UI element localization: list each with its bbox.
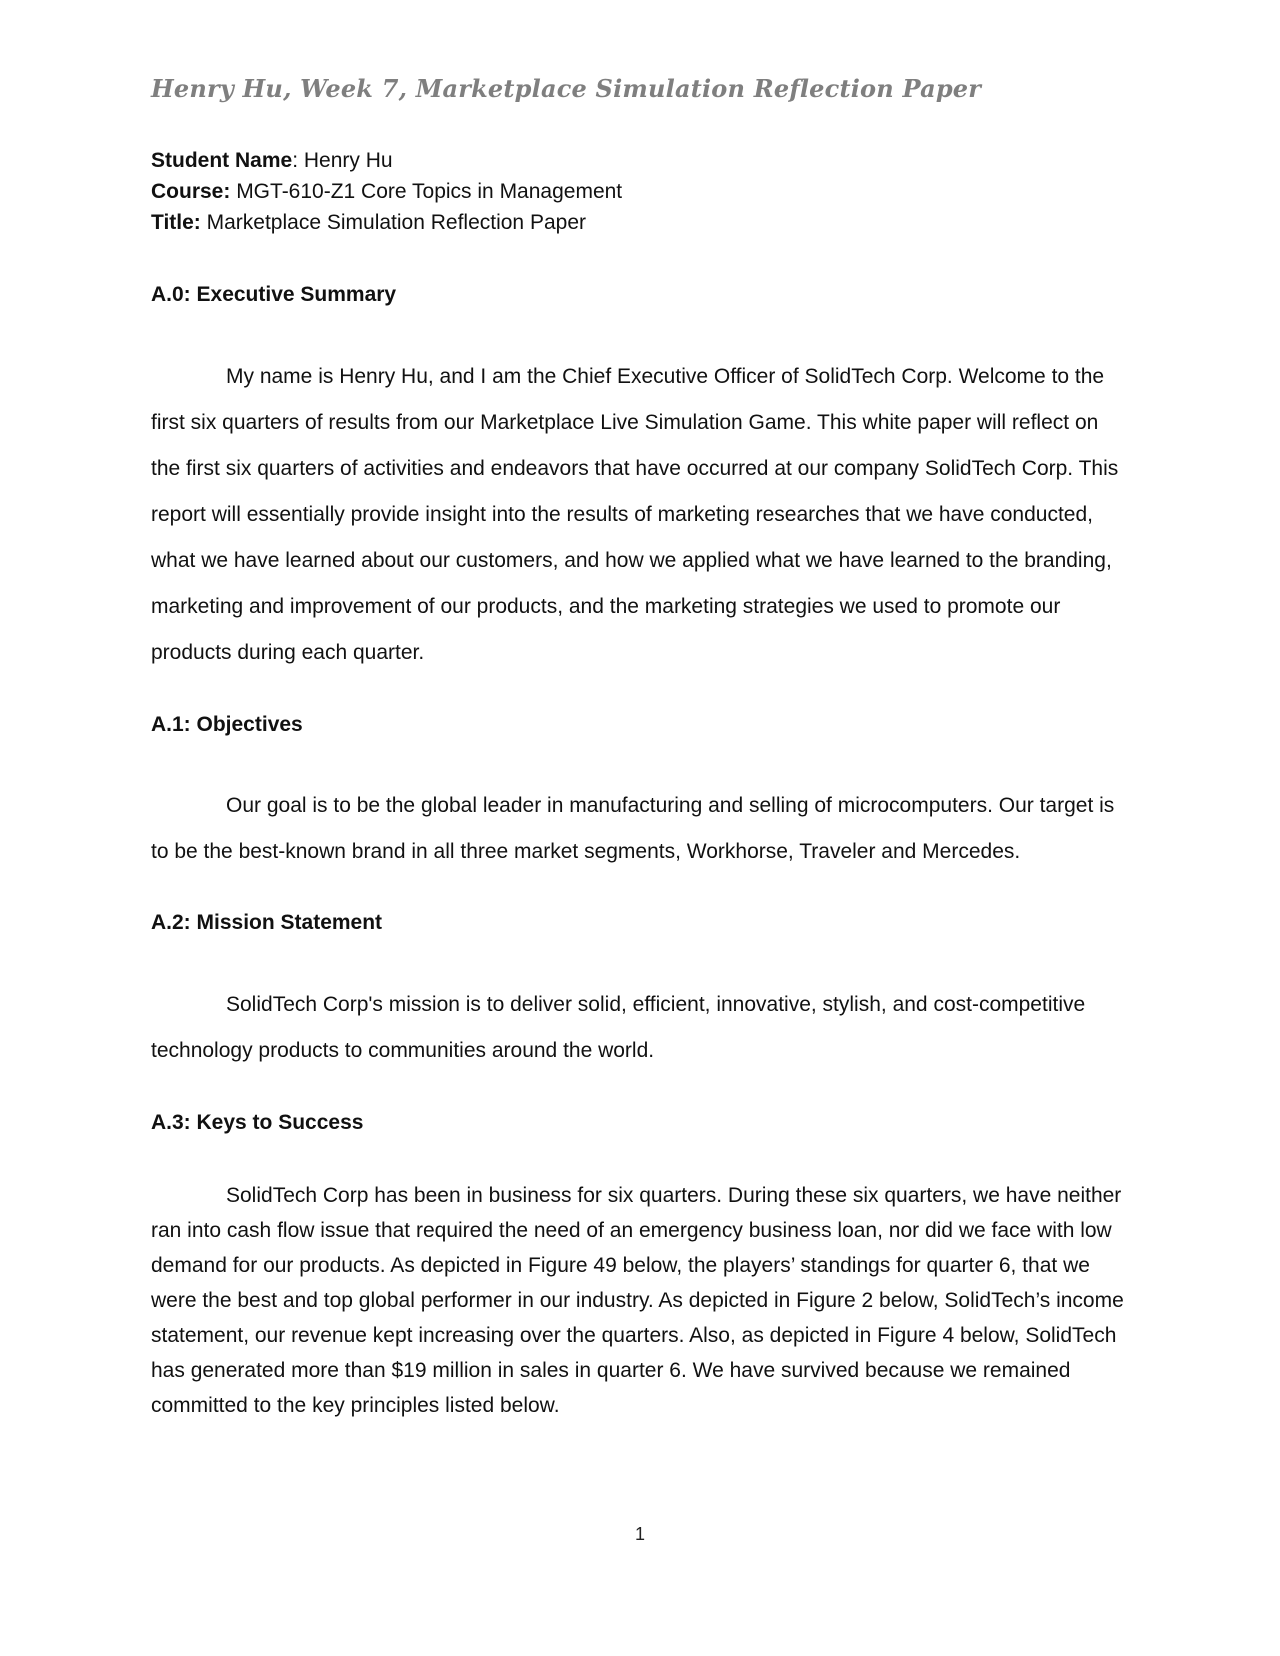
course-label: Course:: [151, 180, 231, 203]
student-name-line: [151, 145, 1130, 176]
student-name-label: Student Name: [151, 149, 293, 172]
student-name-value: : Henry Hu: [292, 149, 393, 172]
section-body-mission-statement: SolidTech Corp's mission is to deliver solid, efficient, innovative, stylish, and cost-competitive technology products to communities around the world.: [151, 993, 1086, 1062]
section-heading-keys-to-success: A.3: Keys to Success: [151, 1111, 364, 1134]
title-label: Title:: [151, 211, 201, 234]
section-body-executive-summary: My name is Henry Hu, and I am the Chief Executive Officer of SolidTech Corp. Welcome to the first six quarters of results from our Marketplace Live Simulation Game. This white paper will reflect on the first six quarters of activities and endeavors that have occurred at our company SolidTech Corp. This report will essentially provide insight into the results of marketing researches that we have conducted, what we have learned about our customers, and how we applied what we have learned to the branding, marketing and improvement of our products, and the marketing strategies we used to promote our products during each quarter.: [151, 365, 1119, 664]
section-heading-objectives: A.1: Objectives: [151, 713, 303, 736]
section-heading-executive-summary: A.0: Executive Summary: [151, 283, 397, 306]
title-value: Marketplace Simulation Reflection Paper: [200, 211, 586, 234]
course-value: MGT-610-Z1 Core Topics in Management: [230, 180, 623, 203]
course-line: [151, 176, 1130, 207]
student-info-block: [151, 145, 1130, 238]
title-line: [151, 207, 1130, 238]
page-number: 1: [634, 1524, 645, 1544]
running-header: Henry Hu, Week 7, Marketplace Simulation Reflection Paper: [151, 74, 982, 103]
section-heading-mission-statement: A.2: Mission Statement: [151, 911, 383, 934]
section-body-objectives: Our goal is to be the global leader in manufacturing and selling of microcomputers. Our target is to be the best-known brand in all three market segments, Workhorse, Traveler and Mercedes.: [151, 794, 1115, 863]
section-body-keys-to-success: SolidTech Corp has been in business for six quarters. During these six quarters, we have neither ran into cash flow issue that required the need of an emergency business loan, nor did we face with low demand for our products. As depicted in Figure 49 below, the players’ standings for quarter 6, that we were the best and top global performer in our industry. As depicted in Figure 2 below, SolidTech’s income statement, our revenue kept increasing over the quarters. Also, as depicted in Figure 4 below, SolidTech has generated more than $19 million in sales in quarter 6. We have survived because we remained committed to the key principles listed below.: [151, 1184, 1124, 1417]
